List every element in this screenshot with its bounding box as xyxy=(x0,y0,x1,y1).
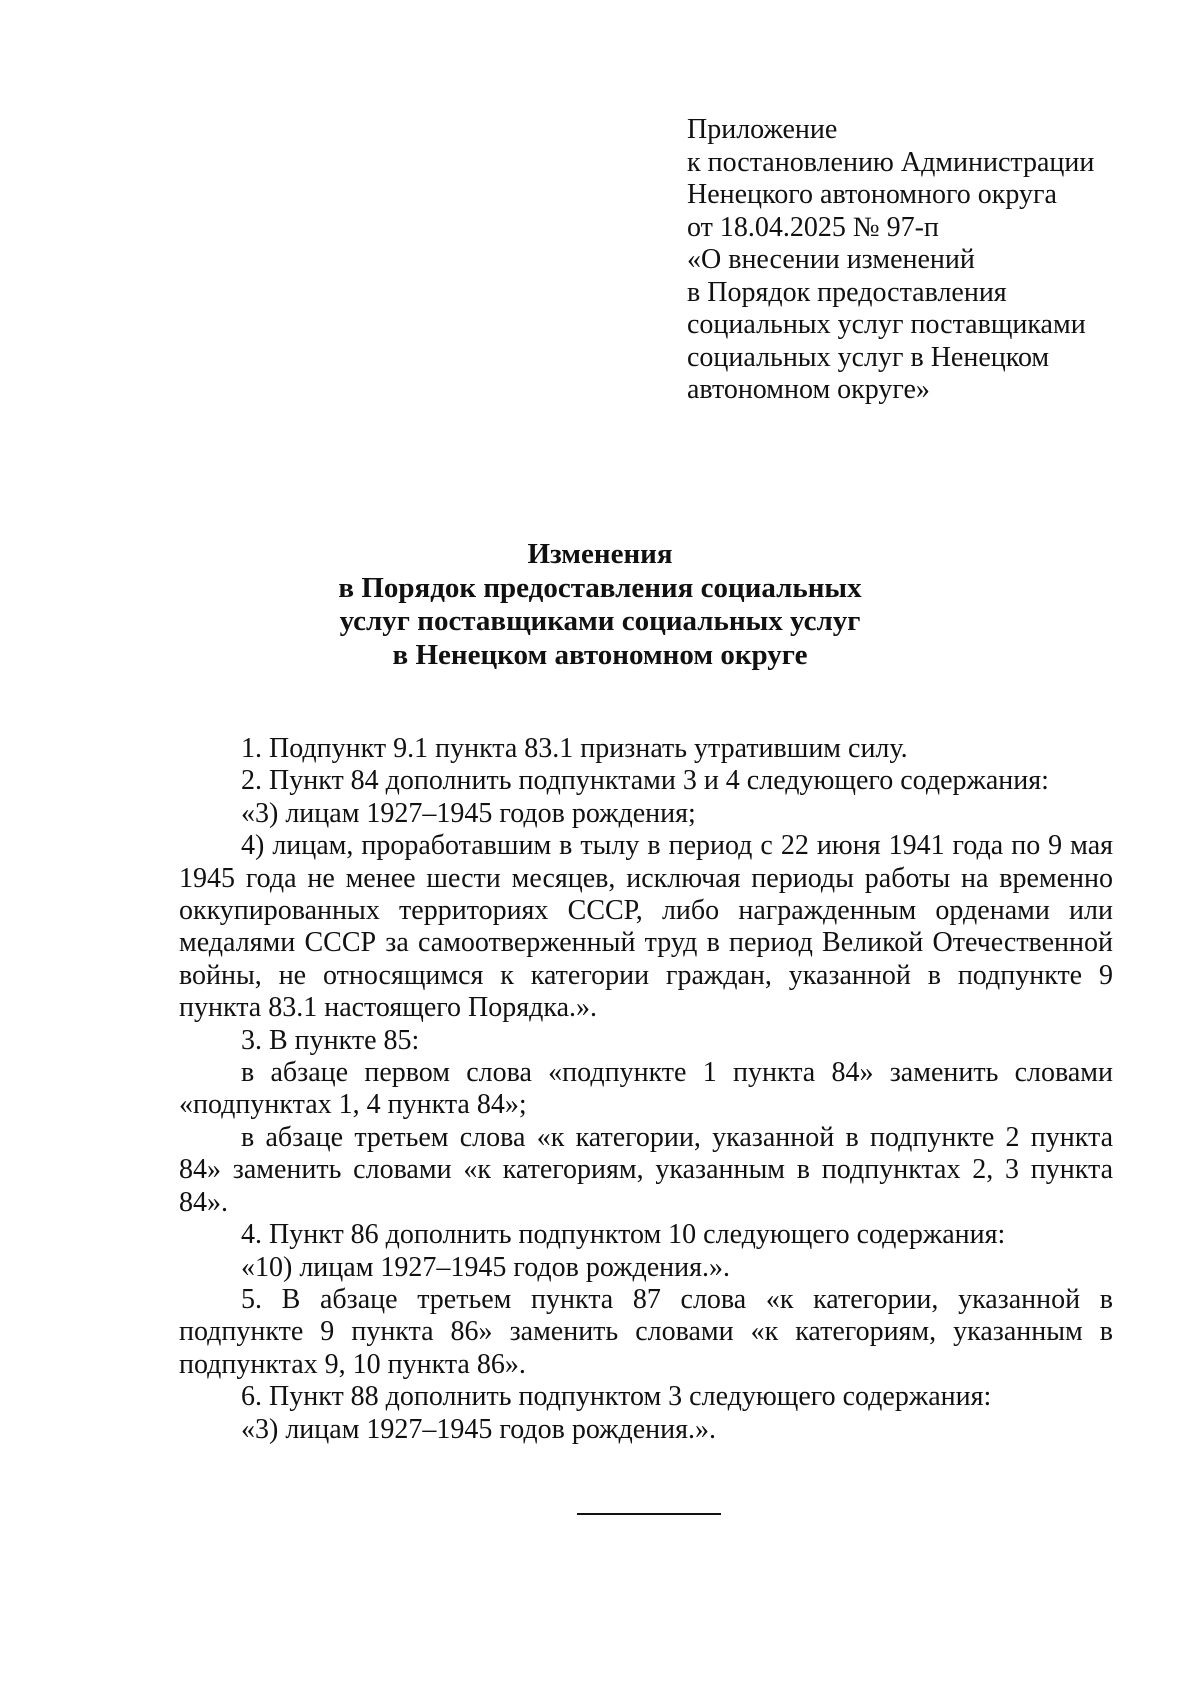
appendix-block xyxy=(687,114,1157,407)
title-line: Изменения xyxy=(527,538,673,570)
appendix-line: социальных услуг в Ненецком xyxy=(687,341,1050,373)
body-paragraph: 3. В пункте 85: xyxy=(241,1024,420,1056)
body-paragraph: 1. Подпункт 9.1 пункта 83.1 признать утратившим силу. xyxy=(241,733,908,764)
end-separator-line xyxy=(577,1513,721,1515)
body-paragraph: 4. Пункт 86 дополнить подпунктом 10 следующего содержания: xyxy=(241,1219,1006,1251)
body-paragraph: «10) лицам 1927–1945 годов рождения.». xyxy=(241,1251,731,1283)
body-paragraph: в абзаце первом слова «подпункте 1 пункта 84» заменить словами «подпунктах 1, 4 пункта 84»; xyxy=(179,1057,1113,1121)
body-paragraph: 5. В абзаце третьем пункта 87 слова «к категории, указанной в подпункте 9 пункта 86» заменить словами «к категориям, указанным в подпунктах 9, 10 пункта 86». xyxy=(179,1283,1113,1380)
appendix-line: от 18.04.2025 № 97-п xyxy=(687,211,939,243)
appendix-line: Ненецкого автономного округа xyxy=(687,179,1057,210)
document-title xyxy=(160,538,1040,672)
title-line: в Порядок предоставления социальных xyxy=(338,571,862,604)
title-line: в Ненецком автономном округе xyxy=(392,638,808,671)
body-paragraph: 2. Пункт 84 дополнить подпунктами 3 и 4 следующего содержания: xyxy=(241,765,1049,797)
appendix-line: в Порядок предоставления xyxy=(687,276,1007,308)
body-paragraph: 4) лицам, проработавшим в тылу в период с 22 июня 1941 года по 9 мая 1945 года не менее шести месяцев, исключая периоды работы на временно оккупированных территориях СССР, либо награжденным орденами или медалями СССР за самоотверженный труд в период Великой Отечественной войны, не относящимся к категории граждан, указанной в подпункте 9 пункта 83.1 настоящего Порядка.». xyxy=(179,830,1113,1024)
appendix-line: «О внесении изменений xyxy=(687,244,975,275)
body-paragraph: «3) лицам 1927–1945 годов рождения.». xyxy=(241,1413,717,1445)
body-paragraph: в абзаце третьем слова «к категории, указанной в подпункте 2 пункта 84» заменить словами «к категориям, указанным в подпунктах 2, 3 пункта 84». xyxy=(179,1121,1113,1218)
appendix-line: автономном округе» xyxy=(687,374,930,405)
body-paragraph: «3) лицам 1927–1945 годов рождения; xyxy=(241,797,696,829)
title-line: услуг поставщиками социальных услуг xyxy=(339,605,861,637)
body-paragraph: 6. Пункт 88 дополнить подпунктом 3 следующего содержания: xyxy=(241,1381,992,1413)
document-body xyxy=(179,733,1113,1446)
appendix-line: Приложение xyxy=(687,114,838,145)
appendix-line: социальных услуг поставщиками xyxy=(687,309,1086,340)
appendix-line: к постановлению Администрации xyxy=(687,146,1095,178)
